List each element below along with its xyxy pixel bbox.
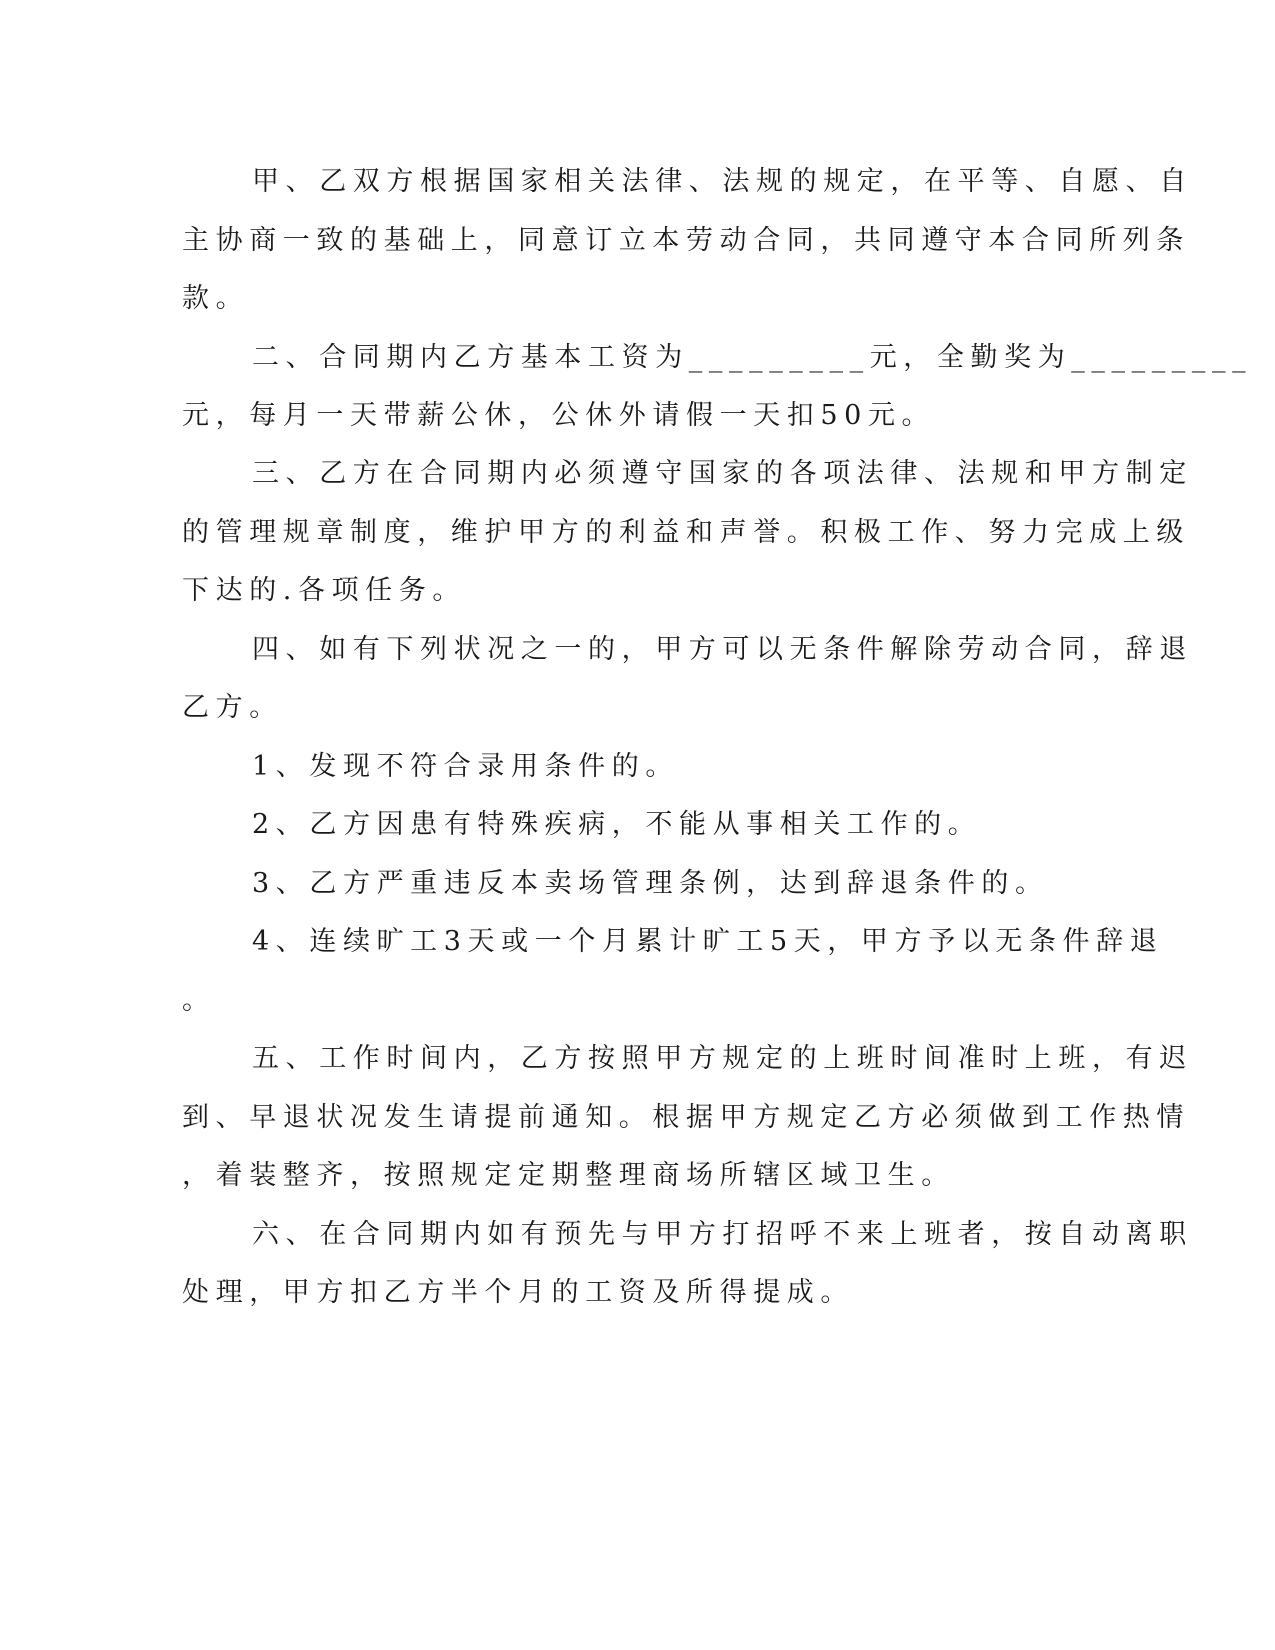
- list-item-2: 2、乙方因患有特殊疾病，不能从事相关工作的。: [252, 809, 982, 840]
- paragraph-1-line-2: 主协商一致的基础上，同意订立本劳动合同，共同遵守本合同所列条: [182, 225, 1190, 256]
- paragraph-2-line-2: 元，每月一天带薪公休，公休外请假一天扣50元。: [182, 400, 936, 431]
- paragraph-4-line-2: 乙方。: [182, 692, 283, 723]
- paragraph-4-line-1: 四、如有下列状况之一的，甲方可以无条件解除劳动合同，辞退: [252, 634, 1193, 665]
- list-item-4-line-1: 4、连续旷工3天或一个月累计旷工5天，甲方予以无条件辞退: [252, 926, 1164, 957]
- paragraph-6-line-1: 六、在合同期内如有预先与甲方打招呼不来上班者，按自动离职: [252, 1219, 1193, 1250]
- paragraph-1-line-1: 甲、乙双方根据国家相关法律、法规的规定，在平等、自愿、自: [252, 166, 1193, 197]
- list-item-4-line-2: 。: [182, 985, 216, 1016]
- paragraph-5-line-1: 五、工作时间内，乙方按照甲方规定的上班时间准时上班，有迟: [252, 1043, 1193, 1074]
- paragraph-3-line-2: 的管理规章制度，维护甲方的利益和声誉。积极工作、努力完成上级: [182, 517, 1190, 548]
- paragraph-6-line-2: 处理，甲方扣乙方半个月的工资及所得提成。: [182, 1277, 854, 1308]
- paragraph-2-line-1: 二、合同期内乙方基本工资为_________元，全勤奖为_________: [252, 342, 1253, 373]
- paragraph-5-line-3: ，着装整齐，按照规定定期整理商场所辖区域卫生。: [182, 1160, 955, 1191]
- list-item-1: 1、发现不符合录用条件的。: [252, 751, 679, 782]
- paragraph-1-line-3: 款。: [182, 283, 250, 314]
- paragraph-3-line-3: 下达的.各项任务。: [182, 575, 466, 606]
- paragraph-5-line-2: 到、早退状况发生请提前通知。根据甲方规定乙方必须做到工作热情: [182, 1102, 1190, 1133]
- paragraph-3-line-1: 三、乙方在合同期内必须遵守国家的各项法律、法规和甲方制定: [252, 458, 1193, 489]
- list-item-3: 3、乙方严重违反本卖场管理条例，达到辞退条件的。: [252, 868, 1049, 899]
